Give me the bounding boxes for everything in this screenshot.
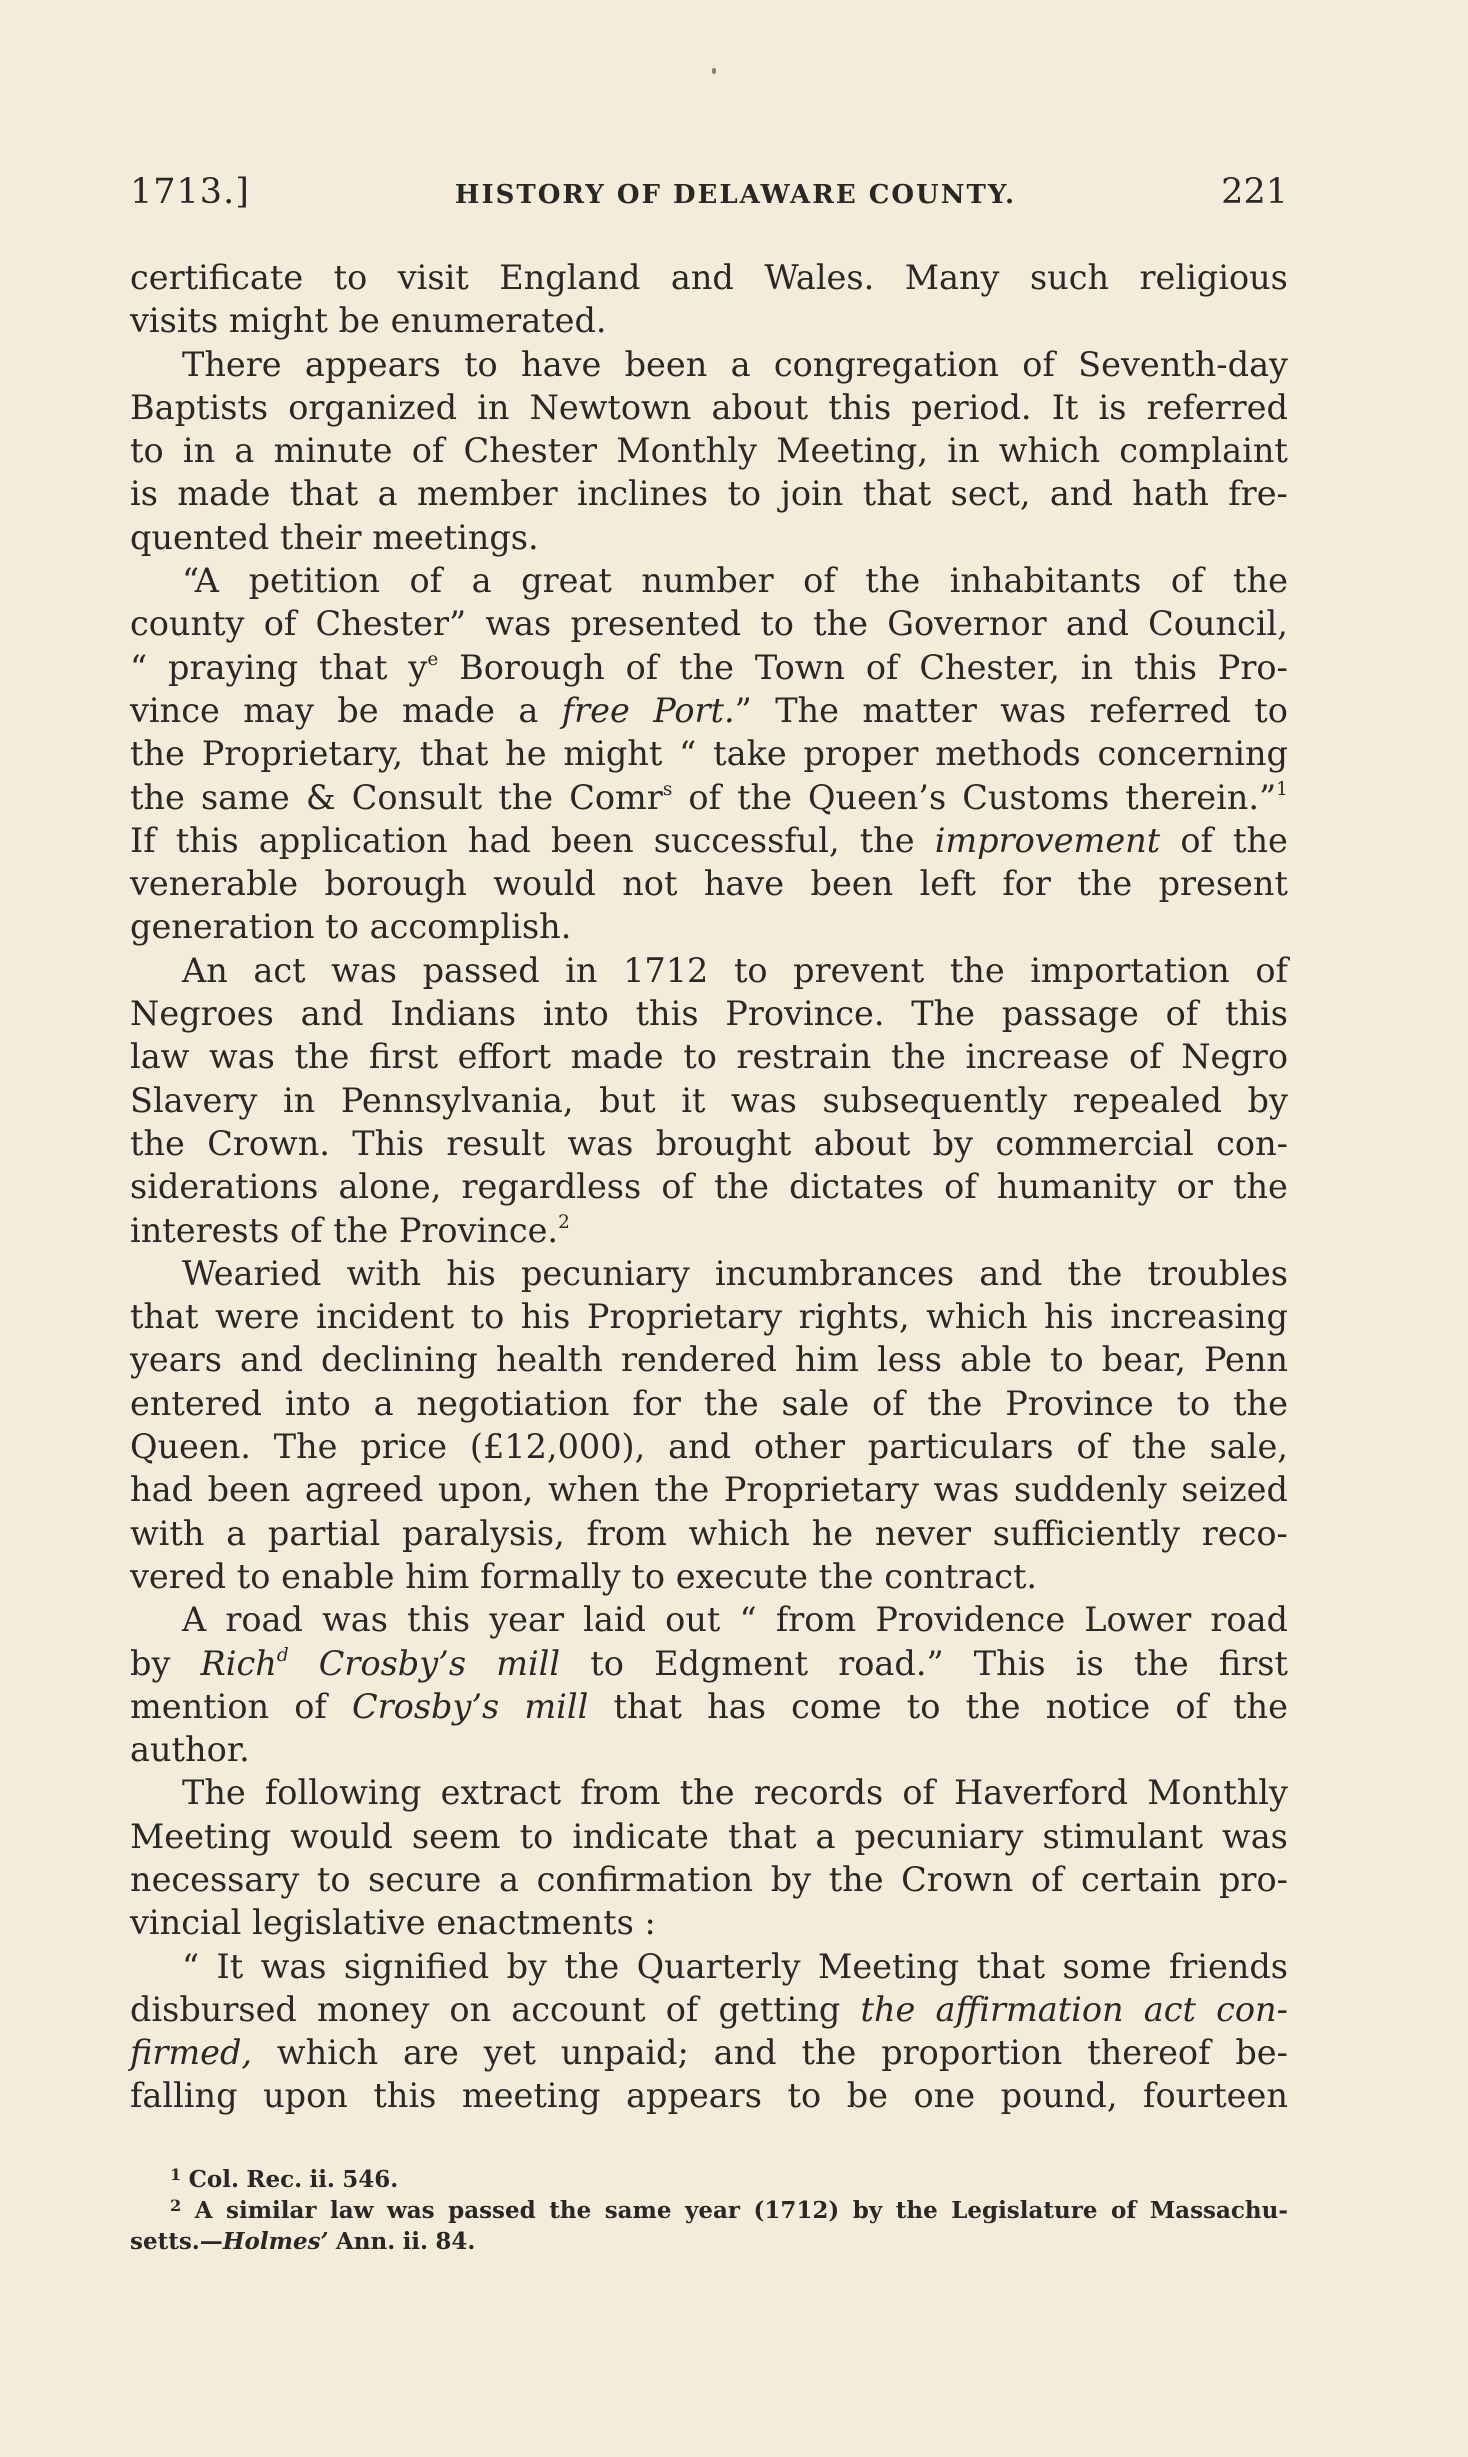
text-line: interests of the Province.$^2$ [130,1210,570,1250]
text-line: vered to enable him formally to execute the contract. [130,1556,1038,1596]
body-text [130,256,1288,2118]
text-line: An act was passed in 1712 to prevent the importation of [182,950,1288,990]
text-line: vince may be made a free Port.” The matter was referred to [130,690,1288,730]
header-title: HISTORY OF DELAWARE COUNTY. [454,180,1017,210]
text-line: falling upon this meeting appears to be one pound, fourteen [130,2076,1288,2116]
text-line: the Proprietary, that he might “ take proper methods concerning [130,734,1288,774]
text-line: Meeting would seem to indicate that a pecuniary stimulant was [130,1816,1288,1856]
text-line: vincial legislative enactments : [130,1903,656,1943]
text-line: the Crown. This result was brought about by commercial con- [130,1123,1288,1163]
text-line: entered into a negotiation for the sale of the Province to the [130,1383,1288,1423]
text-line: is made that a member inclines to join that sect, and hath fre- [130,474,1288,514]
text-line: firmed, which are yet unpaid; and the proportion thereof be- [130,2033,1288,2073]
header-year: 1713.] [130,172,250,212]
page-number: 221 [1221,172,1288,212]
text-line: mention of Crosby’s mill that has come to the notice of the [130,1686,1288,1726]
text-line: had been agreed upon, when the Proprietary was suddenly seized [130,1470,1288,1510]
text-line: certificate to visit England and Wales. Many such religious [130,258,1288,297]
text-line: by Rich$^d$ Crosby’s mill to Edgment road.” This is the first [130,1643,1288,1683]
footnote-line: setts.—Holmes’ Ann. ii. 84. [130,2228,476,2255]
footnotes [130,2164,1288,2257]
text-line: disbursed money on account of getting the affirmation act con- [130,1989,1288,2029]
text-line: The following extract from the records of Haverford Monthly [182,1773,1288,1813]
text-line: law was the first effort made to restrain the increase of Negro [130,1037,1288,1077]
text-line: Slavery in Pennsylvania, but it was subsequently repealed by [130,1080,1288,1120]
footnote-line: $^1$ Col. Rec. ii. 546. [170,2164,399,2193]
text-line: venerable borough would not have been left for the present [130,864,1288,904]
text-line: county of Chester” was presented to the Governor and Council, [130,604,1288,644]
text-line: siderations alone, regardless of the dictates of humanity or the [130,1167,1288,1207]
text-line: years and declining health rendered him less able to bear, Penn [130,1340,1288,1380]
text-line: Wearied with his pecuniary incumbrances and the troubles [182,1253,1288,1293]
footnote-line: $^2$ A similar law was passed the same year (1712) by the Legislature of Massachu- [170,2195,1288,2224]
text-line: the same & Consult the Comr$^s$ of the Queen’s Customs therein.”$^1$ [130,777,1288,817]
text-line: “A petition of a great number of the inhabitants of the [182,561,1288,601]
text-line: “ praying that $y^e$ Borough of the Town of Chester, in this Pro- [130,647,1288,687]
text-line: to in a minute of Chester Monthly Meeting, in which complaint [130,431,1288,471]
text-line: If this application had been successful, the improvement of the [130,820,1288,860]
text-line: Negroes and Indians into this Province. The passage of this [130,994,1288,1034]
print-speck [712,68,716,74]
text-line: author. [130,1730,250,1770]
text-line: generation to accomplish. [130,907,572,947]
text-line: necessary to secure a confirmation by the Crown of certain pro- [130,1859,1288,1899]
text-line: Baptists organized in Newtown about this period. It is referred [130,387,1288,427]
text-line: There appears to have been a congregation of Seventh-day [182,344,1288,384]
text-line: that were incident to his Proprietary rights, which his increasing [130,1297,1288,1337]
text-line: quented their meetings. [130,517,539,557]
running-head [130,172,1288,222]
text-line: with a partial paralysis, from which he never sufficiently reco- [130,1513,1288,1553]
text-line: A road was this year laid out “ from Providence Lower road [182,1600,1288,1640]
text-line: “ It was signified by the Quarterly Meeting that some friends [182,1946,1288,1986]
text-line: visits might be enumerated. [130,301,607,341]
text-line: Queen. The price (£12,000), and other particulars of the sale, [130,1427,1288,1467]
